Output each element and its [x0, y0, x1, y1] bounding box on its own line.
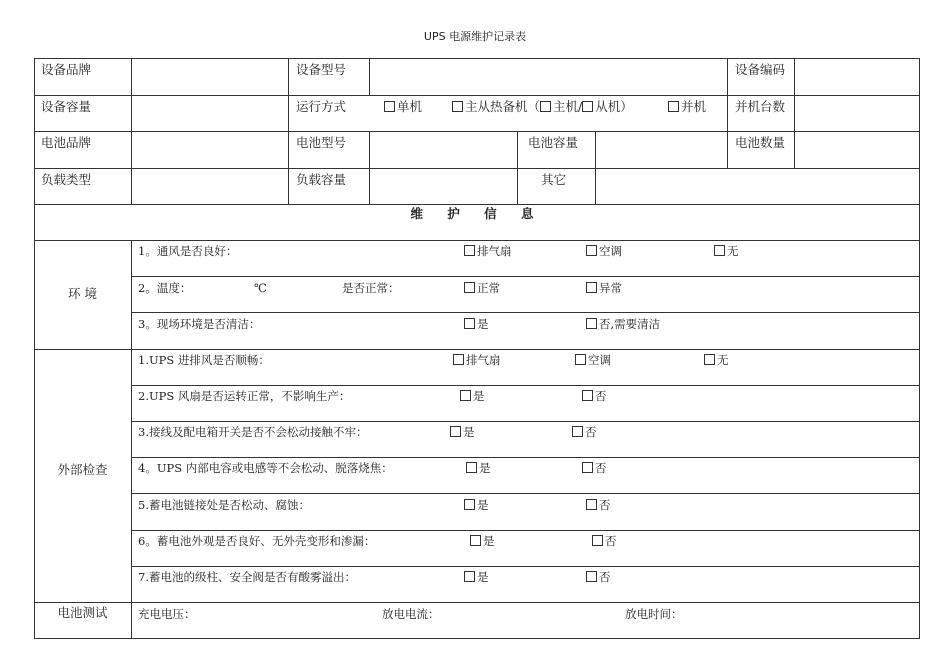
env-q2-normal-label: 是否正常： [342, 281, 400, 295]
label-other: 其它 [541, 172, 567, 187]
ext-q2: 2.UPS 风扇是否运转正常，不影响生产： [138, 389, 351, 403]
ext-q5: 5.蓄电池链接处是否松动、腐蚀： [138, 498, 310, 512]
label-device-brand: 设备品牌 [41, 62, 92, 77]
option-parallel[interactable]: 并机 [668, 99, 706, 115]
ext-q6: 6。蓄电池外观是否良好、无外壳变形和渗漏： [138, 534, 376, 548]
checkbox-icon[interactable] [453, 354, 464, 365]
checkbox-icon[interactable] [582, 462, 593, 473]
battery-test-label: 电池测试 [57, 605, 108, 620]
env-q2-option-abnormal[interactable]: 异常 [586, 280, 622, 296]
label-battery-count: 电池数量 [735, 135, 786, 150]
label-load-type: 负载类型 [41, 172, 92, 187]
option-hot-standby[interactable]: 主从热备机（ 主机/ 从机） [452, 99, 633, 115]
env-q1-option-ac[interactable]: 空调 [586, 243, 622, 259]
checkbox-icon[interactable] [384, 101, 395, 112]
checkbox-icon[interactable] [586, 245, 597, 256]
env-q1-option-none[interactable]: 无 [714, 243, 739, 259]
checkbox-icon[interactable] [450, 426, 461, 437]
ext-q7-option-no[interactable]: 否 [586, 569, 611, 585]
ext-q6-option-no[interactable]: 否 [592, 533, 617, 549]
checkbox-icon[interactable] [464, 571, 475, 582]
checkbox-icon[interactable] [470, 535, 481, 546]
section-title: 维 护 信 息 [410, 206, 544, 221]
env-q2: 2。温度： [138, 281, 192, 295]
ext-q4-option-no[interactable]: 否 [582, 460, 607, 476]
checkbox-icon[interactable] [592, 535, 603, 546]
ext-q1-option-fan[interactable]: 排气扇 [453, 352, 501, 368]
checkbox-icon[interactable] [586, 282, 597, 293]
label-load-capacity: 负载容量 [296, 172, 347, 187]
checkbox-icon[interactable] [464, 499, 475, 510]
ext-q2-option-no[interactable]: 否 [582, 388, 607, 404]
ext-q7-option-yes[interactable]: 是 [464, 569, 489, 585]
checkbox-icon[interactable] [464, 282, 475, 293]
checkbox-icon[interactable] [540, 101, 551, 112]
checkbox-icon[interactable] [572, 426, 583, 437]
env-q3-option-yes[interactable]: 是 [464, 316, 489, 332]
label-battery-model: 电池型号 [296, 135, 347, 150]
checkbox-icon[interactable] [582, 101, 593, 112]
env-q1: 1。通风是否良好： [138, 244, 238, 258]
ext-q3-option-no[interactable]: 否 [572, 424, 597, 440]
ext-q5-option-yes[interactable]: 是 [464, 497, 489, 513]
checkbox-icon[interactable] [460, 390, 471, 401]
ext-q6-option-yes[interactable]: 是 [470, 533, 495, 549]
external-label: 外部检查 [57, 462, 108, 477]
label-parallel-count: 并机台数 [735, 99, 786, 114]
checkbox-icon[interactable] [464, 245, 475, 256]
label-device-code: 设备编码 [735, 62, 786, 77]
ext-q7: 7.蓄电池的级柱、安全阀是否有酸雾溢出： [138, 570, 356, 584]
ext-q2-option-yes[interactable]: 是 [460, 388, 485, 404]
checkbox-icon[interactable] [466, 462, 477, 473]
ext-q1-option-none[interactable]: 无 [704, 352, 729, 368]
env-q1-option-fan[interactable]: 排气扇 [464, 243, 512, 259]
environment-label: 环 境 [68, 286, 97, 301]
checkbox-icon[interactable] [452, 101, 463, 112]
discharge-current-label: 放电电流： [382, 607, 440, 621]
checkbox-icon[interactable] [668, 101, 679, 112]
ext-q4: 4。UPS 内部电容或电感等不会松动、脱落烧焦： [138, 461, 393, 475]
env-q3: 3。现场环境是否清洁： [138, 317, 261, 331]
ext-q1-option-ac[interactable]: 空调 [575, 352, 611, 368]
label-run-mode: 运行方式 [296, 99, 347, 114]
env-q2-option-normal[interactable]: 正常 [464, 280, 500, 296]
label-battery-capacity: 电池容量 [528, 135, 579, 150]
checkbox-icon[interactable] [586, 499, 597, 510]
checkbox-icon[interactable] [582, 390, 593, 401]
checkbox-icon[interactable] [464, 318, 475, 329]
ext-q5-option-no[interactable]: 否 [586, 497, 611, 513]
checkbox-icon[interactable] [586, 318, 597, 329]
ext-q4-option-yes[interactable]: 是 [466, 460, 491, 476]
ext-q3-option-yes[interactable]: 是 [450, 424, 475, 440]
ext-q1: 1.UPS 进排风是否顺畅： [138, 353, 270, 367]
label-device-capacity: 设备容量 [41, 99, 92, 114]
env-q3-option-no[interactable]: 否,需要清洁 [586, 316, 660, 332]
ext-q3: 3.接线及配电箱开关是否不会松动接触不牢： [138, 425, 368, 439]
label-device-model: 设备型号 [296, 62, 347, 77]
option-single[interactable]: 单机 [384, 99, 422, 115]
charge-voltage-label: 充电电压： [138, 607, 196, 621]
env-q2-unit: ℃ [254, 281, 267, 295]
checkbox-icon[interactable] [575, 354, 586, 365]
discharge-time-label: 放电时间： [625, 607, 683, 621]
document-title: UPS 电源维护记录表 [423, 30, 527, 43]
checkbox-icon[interactable] [714, 245, 725, 256]
checkbox-icon[interactable] [704, 354, 715, 365]
label-battery-brand: 电池品牌 [41, 135, 92, 150]
checkbox-icon[interactable] [586, 571, 597, 582]
